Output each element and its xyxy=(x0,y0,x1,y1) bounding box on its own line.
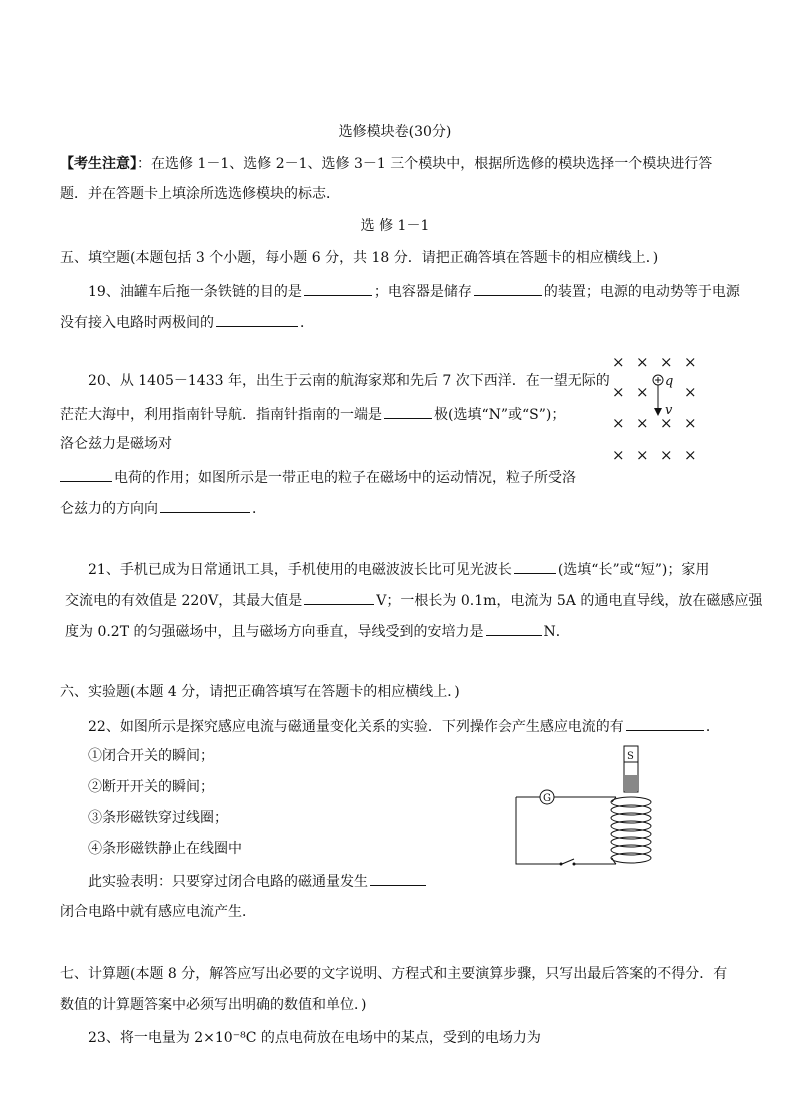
q19-text-d: 没有接入电路时两极间的 xyxy=(60,315,214,331)
q19-line-1 xyxy=(88,281,740,301)
notice-line-2: 题．并在答题卡上填涂所选选修模块的标志． xyxy=(60,186,340,202)
q19-text-b: ；电容器是储存 xyxy=(373,284,472,300)
q19-text-c: 的装置；电源的电动势等于电源 xyxy=(543,284,740,300)
q22-concl-text: 此实验表明：只要穿过闭合电路的磁通量发生 xyxy=(88,874,368,890)
field-cross: × xyxy=(636,383,649,401)
notice-line-1 xyxy=(60,155,712,173)
field-cross: × xyxy=(684,446,697,464)
galvanometer xyxy=(540,790,554,804)
q21-line-1 xyxy=(88,559,709,579)
q20-blank-3[interactable] xyxy=(160,498,250,513)
field-cross: × xyxy=(636,446,649,464)
field-cross: × xyxy=(636,353,649,371)
q21-blank-3[interactable] xyxy=(486,621,542,636)
q19-text-e: ． xyxy=(300,315,314,331)
section-5-heading: 五、填空题(本题包括 3 个小题，每小题 6 分，共 18 分．请把正确答填在答题卡的相应横线上．) xyxy=(60,250,659,266)
q20-text-5a: 仑兹力的方向向 xyxy=(60,501,158,517)
magnet-label: S xyxy=(627,751,634,762)
field-cross: × xyxy=(612,353,625,371)
coil xyxy=(611,797,651,864)
charge-label: q xyxy=(665,374,674,389)
q20-text-5b: ． xyxy=(252,501,266,517)
q21-line-2 xyxy=(65,590,762,610)
field-cross: × xyxy=(612,446,625,464)
bar-magnet xyxy=(624,746,638,792)
q22-option-4: ④条形磁铁静止在线圈中 xyxy=(88,841,242,857)
induction-circuit-figure xyxy=(512,740,662,875)
section-6-heading: 六、实验题(本题 4 分，请把正确答填写在答题卡的相应横线上．) xyxy=(60,684,460,700)
circuit-wires xyxy=(516,797,616,864)
charged-particle xyxy=(653,375,663,385)
field-cross: × xyxy=(684,383,697,401)
q20-text-4: 电荷的作用；如图所示是一带正电的粒子在磁场中的运动情况，粒子所受洛 xyxy=(114,470,576,486)
field-cross: × xyxy=(660,353,673,371)
switch-contact xyxy=(560,863,563,866)
q21-text-3b: N． xyxy=(543,624,570,640)
section-7-heading-1: 七、计算题(本题 8 分，解答应写出必要的文字说明、方程式和主要演算步骤，只写出最后答案的不得分．有 xyxy=(60,966,728,982)
field-cross: × xyxy=(636,414,649,432)
field-cross: × xyxy=(660,414,673,432)
q22-conclusion-2: 闭合电路中就有感应电流产生． xyxy=(60,904,256,920)
q20-line-1: 20、从 1405－1433 年，出生于云南的航海家郑和先后 7 次下西洋．在一望无际的 xyxy=(88,373,610,389)
notice-prefix: 【考生注意】 xyxy=(60,156,137,172)
q20-blank-1[interactable] xyxy=(384,404,432,419)
q23-text: 23、将一电量为 2×10⁻⁸C 的点电荷放在电场中的某点，受到的电场力为 xyxy=(88,1030,541,1046)
q20-text-2b: 极(选填“N”或“S”)； xyxy=(434,407,566,423)
q22-text-1a: 22、如图所示是探究感应电流与磁通量变化关系的实验．下列操作会产生感应电流的有 xyxy=(88,719,624,735)
q22-text-1b: ． xyxy=(705,719,720,735)
q19-blank-1[interactable] xyxy=(304,281,372,296)
q19-blank-2[interactable] xyxy=(474,281,542,296)
velocity-arrow xyxy=(654,385,662,416)
q20-line-2 xyxy=(60,404,565,424)
field-cross: × xyxy=(660,446,673,464)
q22-conclusion-1 xyxy=(88,871,428,891)
q22-blank-1[interactable] xyxy=(626,716,704,731)
field-cross: × xyxy=(612,383,625,401)
q20-blank-2[interactable] xyxy=(60,467,112,482)
q21-line-3 xyxy=(65,621,570,641)
q21-text-3a: 度为 0.2T 的匀强磁场中，且与磁场方向垂直，导线受到的安培力是 xyxy=(65,624,484,640)
q22-option-3: ③条形磁铁穿过线圈； xyxy=(88,810,228,826)
field-cross: × xyxy=(684,414,697,432)
notice-text-1: ：在选修 1－1、选修 2－1、选修 3－1 三个模块中，根据所选修的模块选择一个模块进行答 xyxy=(137,156,713,172)
q19-line-2 xyxy=(60,312,314,332)
q21-blank-1[interactable] xyxy=(514,559,556,574)
q20-line-3: 洛仑兹力是磁场对 xyxy=(60,436,172,452)
section-7-heading-2: 数值的计算题答案中必须写出明确的数值和单位．) xyxy=(60,997,367,1013)
paper-title: 选修模块卷(30分) xyxy=(338,124,452,140)
q21-blank-2[interactable] xyxy=(304,590,374,605)
q21-text-1b: (选填“长”或“短”)；家用 xyxy=(557,562,710,578)
q22-line-1 xyxy=(88,716,720,736)
magnetic-field-figure xyxy=(608,350,708,470)
galvanometer-label: G xyxy=(543,793,551,804)
q21-text-2b: V；一根长为 0.1m，电流为 5A 的通电直导线，放在磁感应强 xyxy=(376,593,763,609)
q20-line-5 xyxy=(60,498,266,518)
field-cross: × xyxy=(612,414,625,432)
q20-line-4 xyxy=(60,467,576,487)
q21-text-1a: 21、手机已成为日常通讯工具，手机使用的电磁波波长比可见光波长 xyxy=(88,562,512,578)
q21-text-2a: 交流电的有效值是 220V，其最大值是 xyxy=(65,593,303,609)
velocity-label: v xyxy=(665,403,673,418)
q22-blank-2[interactable] xyxy=(370,871,426,886)
q19-blank-3[interactable] xyxy=(216,312,298,327)
q22-option-1: ①闭合开关的瞬间； xyxy=(88,748,214,764)
q20-text-2a: 茫茫大海中，利用指南针导航．指南针指南的一端是 xyxy=(60,407,382,423)
q19-text-a: 19、油罐车后拖一条铁链的目的是 xyxy=(88,284,302,300)
switch-contact xyxy=(573,863,576,866)
q22-option-2: ②断开开关的瞬间； xyxy=(88,779,214,795)
field-cross: × xyxy=(684,353,697,371)
module-title: 选 修 1－1 xyxy=(360,218,430,234)
